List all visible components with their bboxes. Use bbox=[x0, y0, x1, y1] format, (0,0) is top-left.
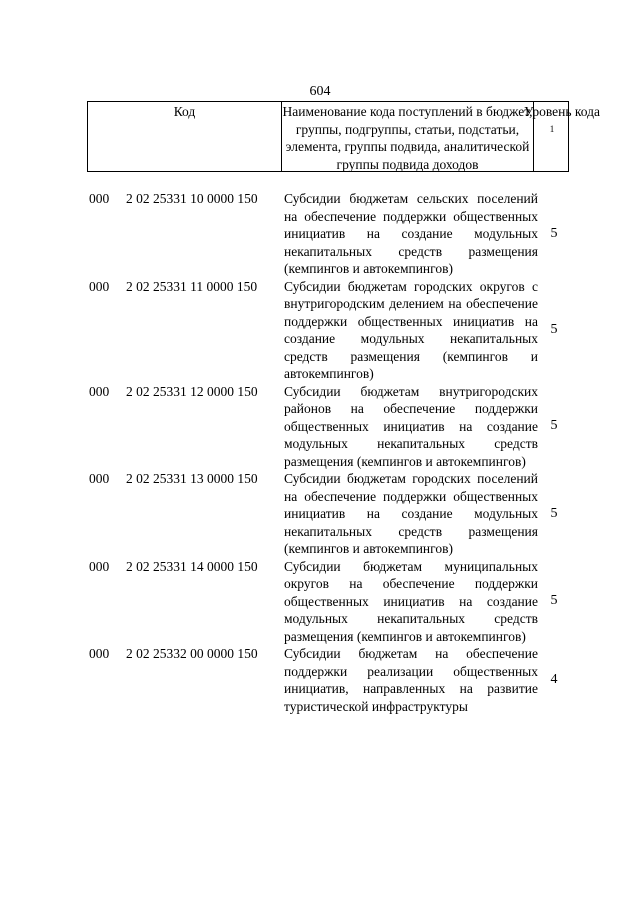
revenue-name: Субсидии бюджетам муниципальных округов на обеспечение поддержки общественных инициатив на создание модульных некапитальных средств размещения (кемпингов и автокемпингов) bbox=[284, 558, 538, 644]
admin-code: 000 bbox=[89, 383, 110, 399]
table-row bbox=[87, 645, 569, 715]
table-row bbox=[87, 383, 569, 471]
admin-code: 000 bbox=[89, 191, 110, 206]
table-row bbox=[87, 278, 569, 383]
code-level: 5 bbox=[550, 225, 558, 241]
admin-code: 000 bbox=[89, 646, 110, 661]
table-row bbox=[87, 470, 569, 558]
table-row bbox=[87, 190, 569, 278]
admin-code: 000 bbox=[89, 278, 110, 294]
revenue-name: Субсидии бюджетам городских округов с внутригородским делением на обеспечение поддержки общественных инициатив на создание модульных некапитальных средств размещения (кемпингов и автокемпингов) bbox=[284, 278, 538, 381]
table-row bbox=[87, 558, 569, 646]
revenue-code: 2 02 25331 12 0000 150 bbox=[126, 383, 258, 399]
header-level bbox=[524, 102, 601, 171]
revenue-name: Субсидии бюджетам внутригородских районов на обеспечение поддержки общественных инициатив на создание модульных некапитальных средств размещения (кемпингов и автокемпингов) bbox=[284, 383, 538, 469]
header-level-footnote: 1 bbox=[549, 123, 555, 134]
revenue-code: 2 02 25332 00 0000 150 bbox=[126, 646, 258, 661]
header-code: Код bbox=[88, 102, 282, 171]
code-level: 5 bbox=[550, 418, 558, 434]
table-header bbox=[87, 101, 601, 172]
revenue-code: 2 02 25331 10 0000 150 bbox=[126, 191, 258, 206]
code-level: 5 bbox=[550, 593, 558, 609]
table-body bbox=[87, 190, 569, 715]
revenue-name: Субсидии бюджетам сельских поселений на обеспечение поддержки общественных инициатив на создание модульных некапитальных средств размещения (кемпингов и автокемпингов) bbox=[284, 191, 538, 276]
revenue-code: 2 02 25331 14 0000 150 bbox=[126, 558, 258, 574]
revenue-name: Субсидии бюджетам городских поселений на обеспечение поддержки общественных инициатив на создание модульных некапитальных средств размещения (кемпингов и автокемпингов) bbox=[284, 471, 538, 556]
revenue-name: Субсидии бюджетам на обеспечение поддержки реализации общественных инициатив, направленных на развитие туристической инфраструктуры bbox=[284, 646, 538, 714]
code-level: 5 bbox=[550, 322, 558, 337]
header-level-label: Уровень кода bbox=[524, 104, 601, 119]
page-number: 604 bbox=[309, 84, 331, 99]
code-level: 4 bbox=[550, 672, 558, 687]
admin-code: 000 bbox=[89, 471, 110, 486]
revenue-code: 2 02 25331 11 0000 150 bbox=[126, 278, 258, 294]
revenue-code: 2 02 25331 13 0000 150 bbox=[126, 471, 258, 486]
code-level: 5 bbox=[550, 505, 558, 521]
header-name: Наименование кода поступлений в бюджет, группы, подгруппы, статьи, подстатьи, элемента, группы подвида, аналитической группы подвида доходов bbox=[282, 104, 533, 172]
admin-code: 000 bbox=[89, 558, 110, 574]
